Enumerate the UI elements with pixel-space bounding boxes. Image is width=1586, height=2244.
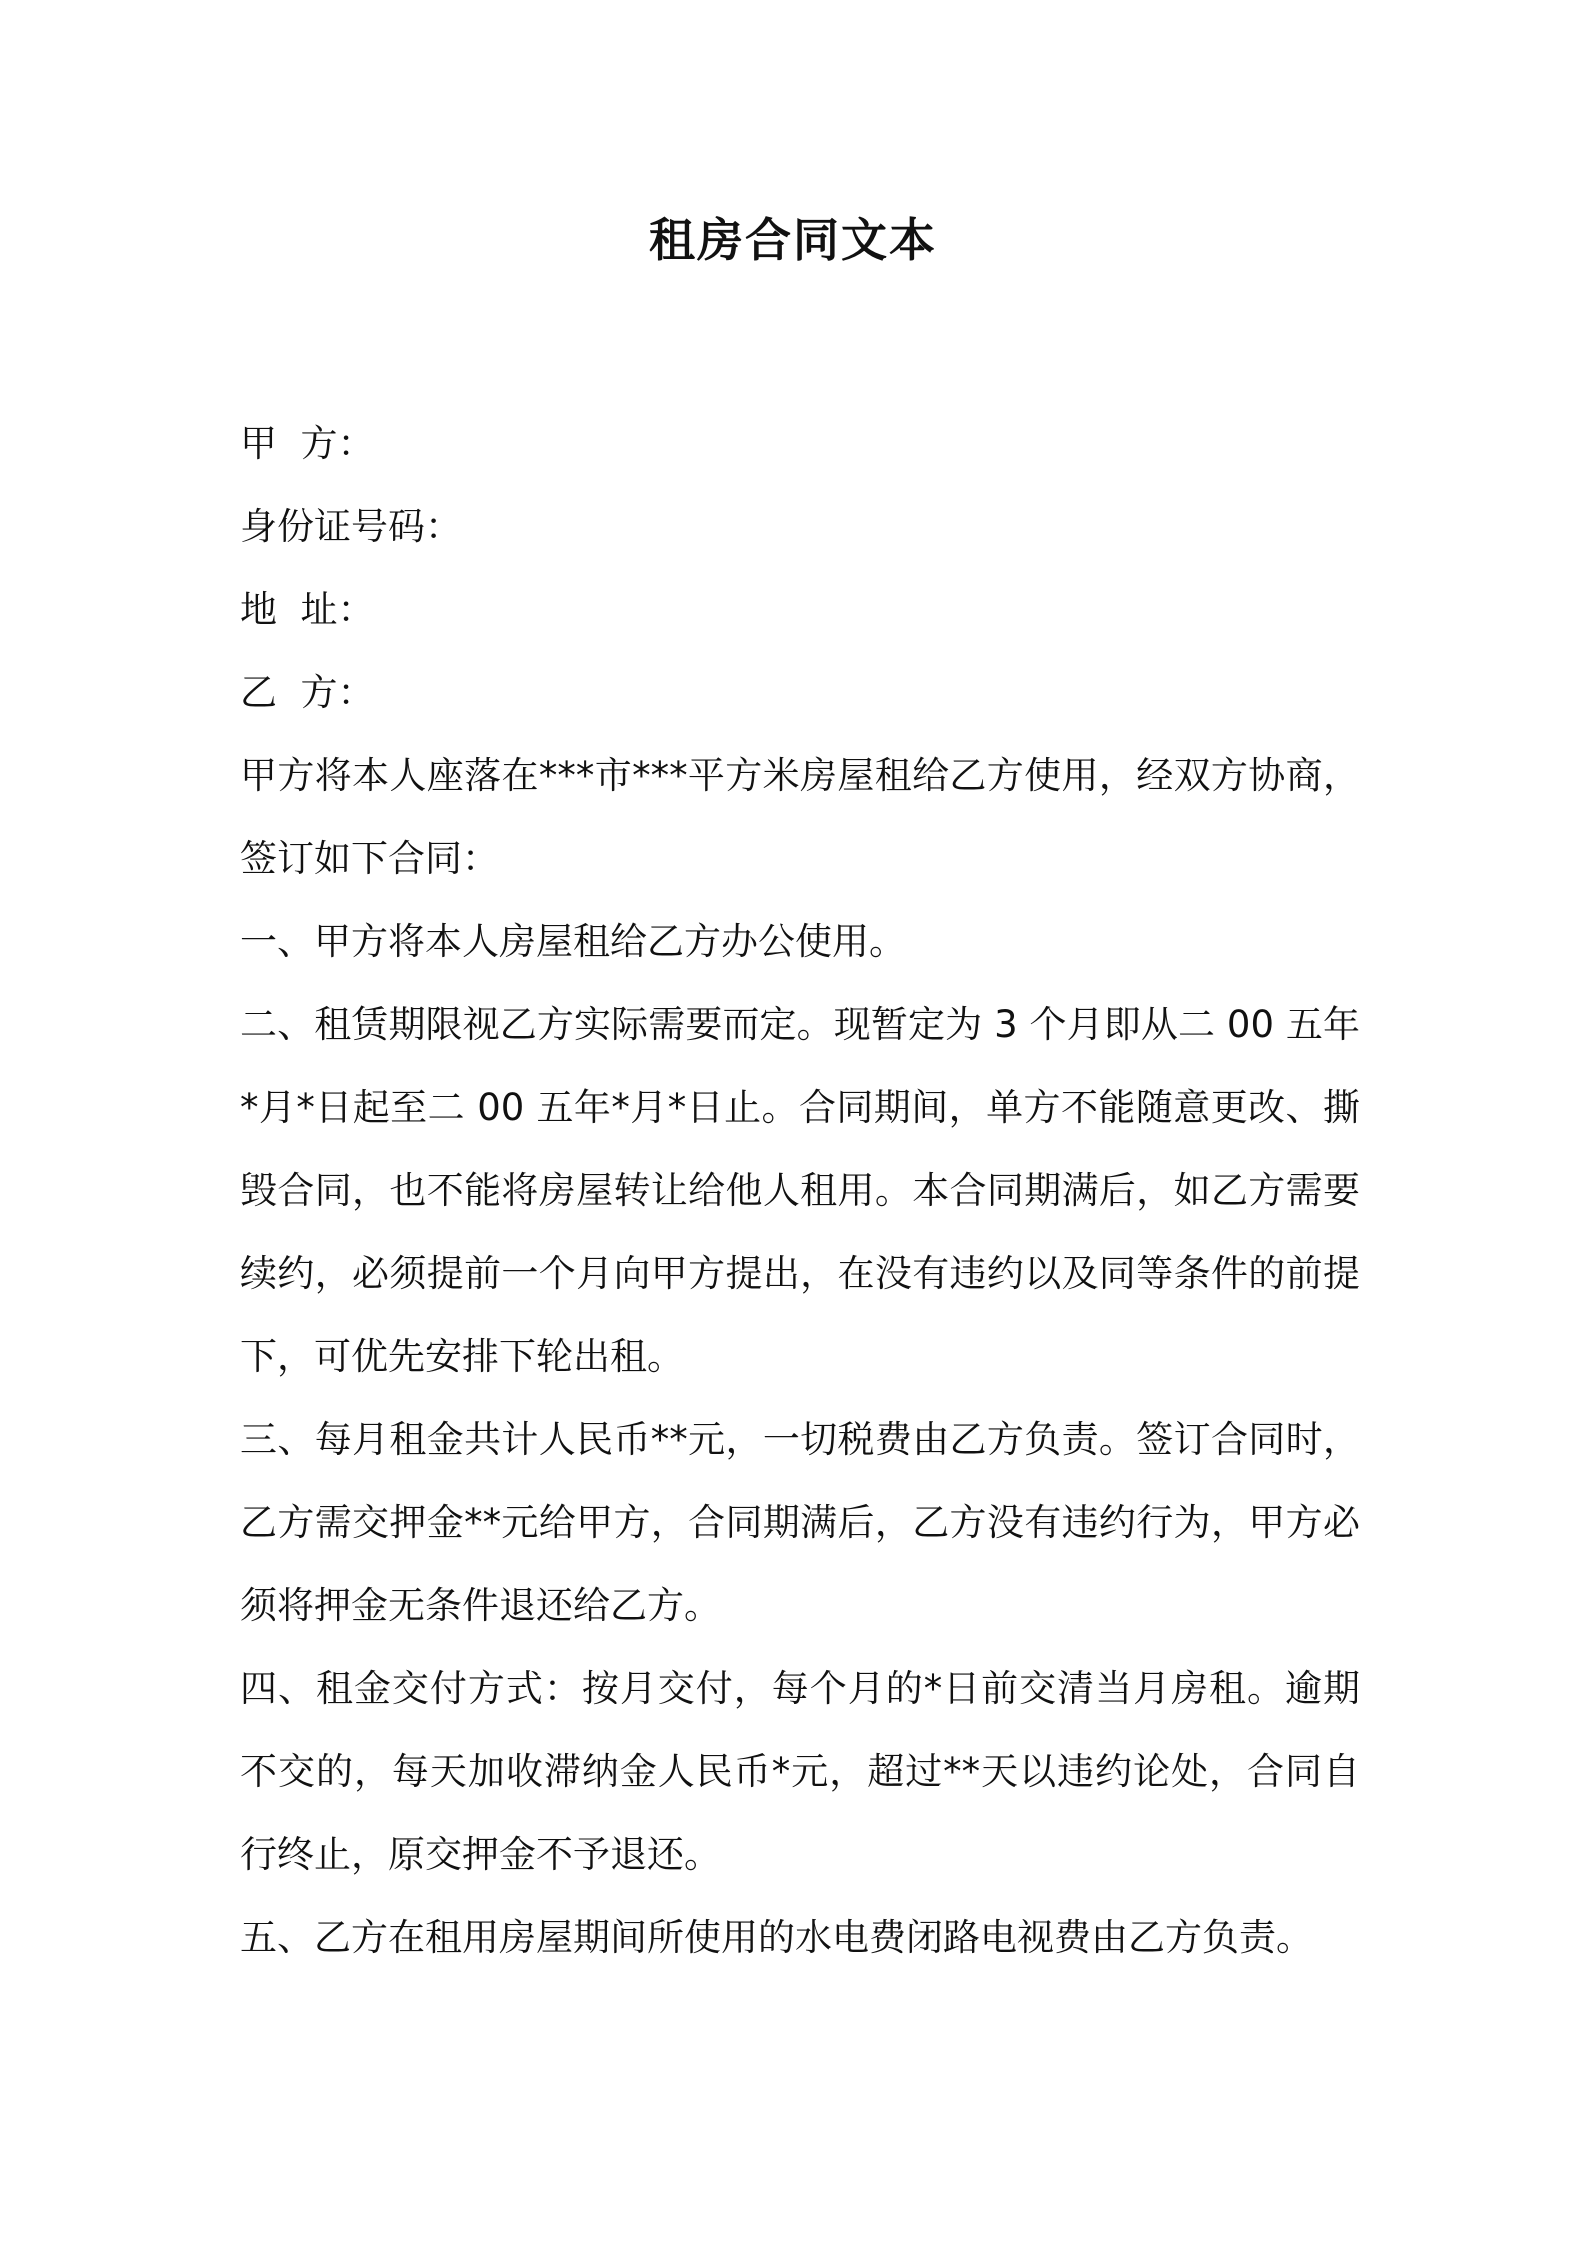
- clause-4: 四、租金交付方式：按月交付，每个月的*日前交清当月房租。逾期不交的，每天加收滞纳金人民币*元，超过**天以违约论处，合同自行终止，原交押金不予退还。: [240, 1667, 1360, 1876]
- clause-5: 五、乙方在租用房屋期间所使用的水电费闭路电视费由乙方负责。: [240, 1916, 1313, 1959]
- intro-paragraph: 甲方将本人座落在***市***平方米房屋租给乙方使用，经双方协商，签订如下合同：: [240, 754, 1360, 880]
- party-a-label: 甲 方：: [240, 422, 375, 465]
- party-b-label: 乙 方：: [240, 671, 375, 714]
- document-body: [240, 402, 1360, 1979]
- address-label: 地 址：: [240, 588, 375, 631]
- document-title: 租房合同文本: [649, 213, 937, 267]
- clause-2: 二、租赁期限视乙方实际需要而定。现暂定为 3 个月即从二 00 五年*月*日起至二 00 五年*月*日止。合同期间，单方不能随意更改、撕毁合同，也不能将房屋转让给他人租用。本合同期满后，如乙方需要续约，必须提前一个月向甲方提出，在没有违约以及同等条件的前提下，可优先安排下轮出租。: [240, 1003, 1360, 1378]
- clause-3: 三、每月租金共计人民币**元，一切税费由乙方负责。签订合同时，乙方需交押金**元给甲方，合同期满后，乙方没有违约行为，甲方必须将押金无条件退还给乙方。: [240, 1418, 1360, 1627]
- clause-1: 一、甲方将本人房屋租给乙方办公使用。: [240, 920, 906, 963]
- id-number-label: 身份证号码：: [240, 505, 462, 548]
